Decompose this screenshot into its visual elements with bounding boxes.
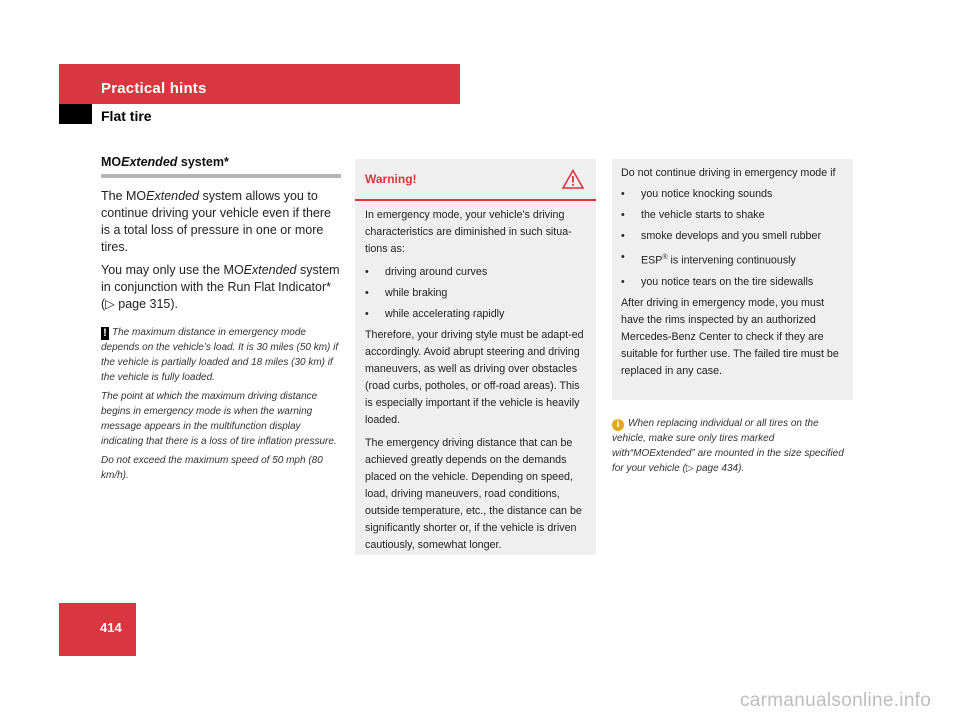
emergency-mode-body [612, 159, 853, 380]
warning-intro: In emergency mode, your vehicle’s driving characteristics are diminished in such situa-tions as: [365, 209, 572, 255]
list-item: • you notice knocking sounds [621, 186, 844, 203]
list-item: • smoke develops and you smell rubber [621, 228, 844, 245]
warning-bullet-list [365, 264, 586, 323]
exclamation-icon: ! [101, 327, 109, 340]
emergency-bullet-list [621, 186, 844, 291]
warning-paragraph-3: The emergency driving distance that can be achieved greatly depends on the demands placed on the vehicle. Depending on speed, load, driving maneuvers, road conditions, outside temperature, etc., the distance can be significantly shorter or, if the vehicle is driven cautiously, somewhat longer. [365, 437, 582, 551]
page-subtitle: Flat tire [101, 108, 152, 124]
warning-box [355, 159, 596, 555]
warning-title: Warning! [365, 172, 417, 186]
page-number-tab [59, 603, 136, 656]
section-title: Practical hints [101, 80, 207, 97]
list-item: • ESP® is intervening continuously [621, 249, 844, 270]
warning-header [355, 159, 596, 201]
usage-paragraph: You may only use the MOExtended system in conjunction with the Run Flat Indicator* (▷ page 315). [101, 263, 340, 311]
caution-note: ! The maximum distance in emergency mode depends on the vehicle’s load. It is 30 miles (50 km) if the vehicle is partially loaded and 18 miles (30 km) if the vehicle is fully loaded. [101, 327, 339, 383]
page-number: 414 [100, 620, 122, 635]
warning-triangle-icon [562, 169, 584, 189]
caution-note-2: The point at which the maximum driving distance begins in emergency mode is when the warning message appears in the multifunction display indicating that there is a loss of tire inflation pressure. [101, 391, 337, 447]
section-heading: MOExtended system* [101, 155, 229, 169]
intro-paragraph: The MOExtended system allows you to continue driving your vehicle even if there is a total loss of pressure in one or more tires. [101, 189, 331, 254]
left-column [101, 155, 341, 487]
subtitle-marker [59, 104, 92, 124]
warning-body [355, 201, 596, 554]
list-item: • while accelerating rapidly [365, 306, 586, 323]
watermark: carmanualsonline.info [740, 690, 932, 711]
heading-rule [101, 174, 341, 178]
list-item: • driving around curves [365, 264, 586, 281]
emergency-mode-box [612, 159, 853, 400]
list-item: • the vehicle starts to shake [621, 207, 844, 224]
warning-paragraph-2: Therefore, your driving style must be adapt-ed accordingly. Avoid abrupt steering and driving maneuvers, as well as driving over obstacles (road curbs, potholes, or off-road areas). This is especially important if the vehicle is heavily loaded. [365, 329, 584, 426]
caution-note-3: Do not exceed the maximum speed of 50 mph (80 km/h). [101, 455, 323, 481]
list-item: • you notice tears on the tire sidewalls [621, 274, 844, 291]
tip-note: i When replacing individual or all tires on the vehicle, make sure only tires marked with“MOExtended” are mounted in the size specified for your vehicle (▷ page 434). [612, 418, 844, 474]
emergency-paragraph-2: After driving in emergency mode, you must have the rims inspected by an authorized Mercedes-Benz Center to check if they are suitable for further use. The failed tire must be replaced in any case. [621, 296, 839, 377]
emergency-intro: Do not continue driving in emergency mode if [621, 167, 836, 179]
list-item: • while braking [365, 285, 586, 302]
info-icon: i [612, 419, 624, 431]
